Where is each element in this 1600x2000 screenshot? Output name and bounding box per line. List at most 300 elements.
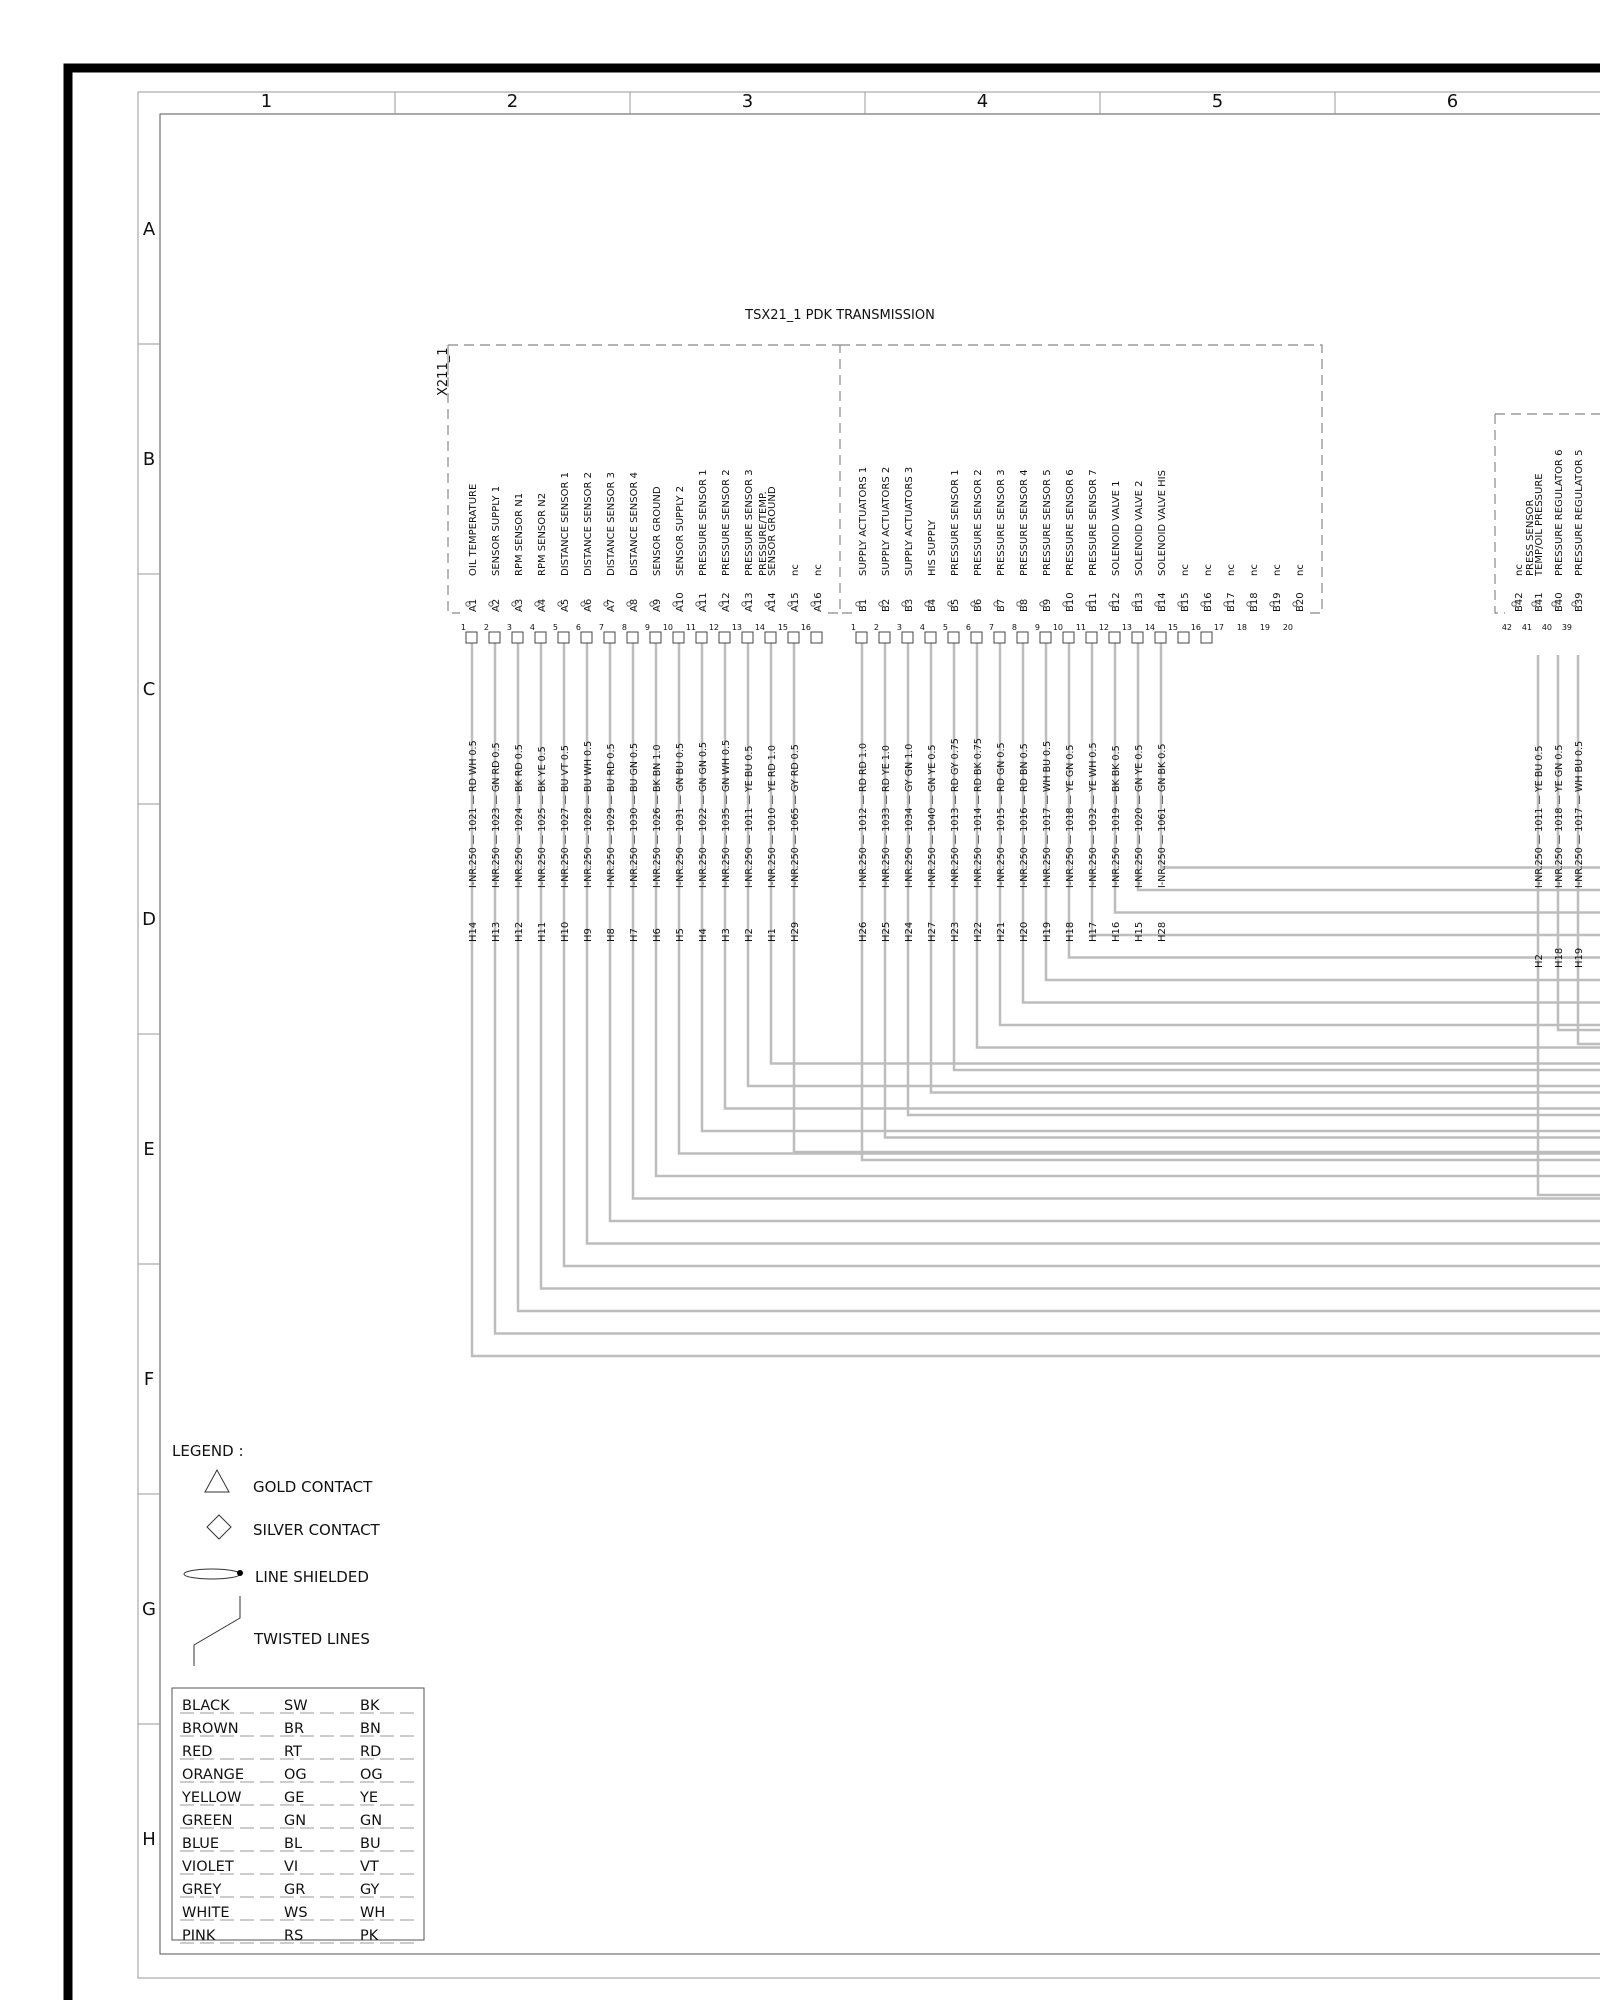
pin-id-label: A1 [468,598,479,612]
pin-id-label: A12 [721,592,732,612]
pin-number: 1 [850,623,856,632]
pin-function-label: SOLENOID VALVE 2 [1134,480,1145,576]
terminal-box [650,632,661,643]
wire-destination: H10 [560,921,571,942]
pin-number: 20 [1282,623,1293,632]
color-code-en: PK [360,1928,379,1944]
pin-id-label: B7 [996,598,1007,612]
pin-id-label: B41 [1534,592,1545,612]
color-code-en: RD [360,1744,382,1760]
wire-spec-label: I-NR.250 — 1011 — YE BU 0.5 [744,745,755,888]
drawing-frame [160,114,1600,1954]
wire-destination: H26 [858,921,869,942]
pin-function-label: PRESS SENSOR [1525,499,1536,576]
pin-number: 19 [1259,623,1270,632]
pin-function-label: PRESSURE REGULATOR 5 [1574,449,1585,576]
color-code-en: GN [360,1813,383,1829]
silver-contact-label: SILVER CONTACT [253,1521,380,1539]
terminal-box [1132,632,1143,643]
color-code-de: OG [284,1767,307,1783]
color-code-de: GR [284,1882,306,1898]
wire-trace [908,643,1600,1115]
pin-number: 4 [919,623,925,632]
wire-spec-label: I-NR.250 — 1040 — GN YE 0.5 [927,744,938,888]
pin-id-label: B10 [1065,592,1076,612]
pin-function-label: DISTANCE SENSOR 3 [606,472,617,576]
pin-function-label: PRESSURE/TEMP. [758,491,769,576]
pin-id-label: B42 [1514,592,1525,612]
color-code-rows [180,1698,416,1944]
wire-trace [472,643,1600,1356]
wire-spec-label: I-NR.250 — 1010 — YE RD 1.0 [767,745,778,888]
wire-spec-label: I-NR.250 — 1022 — GN GN 0.5 [698,741,709,888]
pin-function-label: nc [1295,564,1306,576]
terminal-box [1155,632,1166,643]
pin-number: 6 [575,623,581,632]
wire-trace [794,643,1600,1152]
wire-destination: H6 [652,928,663,942]
twisted-lines-icon [194,1596,240,1666]
grid-row-label: D [142,909,156,930]
wire-destination: H19 [1574,947,1585,968]
wire-destination: H3 [721,928,732,942]
pin-function-label: RPM SENSOR N2 [537,492,548,576]
pin-id-label: A9 [652,598,663,612]
wire-destination: H17 [1088,921,1099,942]
wire-destination: H24 [904,921,915,942]
pin-function-label: PRESSURE SENSOR 5 [1042,469,1053,576]
color-name: YELLOW [182,1790,242,1806]
pin-number: 13 [731,623,742,632]
wire-spec-label: I-NR.250 — 1065 — GY RD 0.5 [790,744,801,888]
pin-function-label: SENSOR SUPPLY 2 [675,485,686,576]
color-name: BLACK [182,1698,230,1714]
wire-spec-label: I-NR.250 — 1031 — GN BU 0.5 [675,742,686,888]
pin-function-label: SUPPLY ACTUATORS 1 [858,466,869,576]
wire-trace [1138,643,1600,890]
wire-spec-label: I-NR.250 — 1035 — GN WH 0.5 [721,739,732,888]
terminal-box [811,632,822,643]
wire-trace [1023,643,1600,1003]
shielded-line-icon [184,1569,240,1579]
terminal-box [604,632,615,643]
pin-function-label: PRESSURE SENSOR 7 [1088,469,1099,576]
pin-number: 5 [552,623,558,632]
wire-destination: H27 [927,921,938,942]
pin-function-label: PRESSURE SENSOR 1 [698,469,709,576]
pin-id-label: B9 [1042,598,1053,612]
wire-trace [771,643,1600,1064]
terminal-box [856,632,867,643]
pin-function-label: nc [1249,564,1260,576]
pin-id-label: A7 [606,598,617,612]
wire-trace [610,643,1600,1221]
pin-number: 10 [662,623,673,632]
terminal-box [742,632,753,643]
color-name: GREEN [182,1813,233,1829]
wire-trace [748,643,1600,1086]
pin-id-label: B14 [1157,592,1168,612]
grid-row-label: F [143,1369,155,1390]
pin-function-label: DISTANCE SENSOR 1 [560,472,571,576]
wire-spec-label: I-NR.250 — 1012 — RD RD 1.0 [858,743,869,888]
pin-number: 12 [708,623,719,632]
wire-spec-label: I-NR.250 — 1013 — RD GY 0.75 [950,738,961,888]
wire-trace [679,643,1600,1154]
pin-function-label: SUPPLY ACTUATORS 3 [904,466,915,576]
terminal-box [994,632,1005,643]
connector-a-housing [448,345,840,613]
color-code-de: SW [284,1698,308,1714]
pin-id-label: B39 [1574,592,1585,612]
wire-destination: H28 [1157,921,1168,942]
wire-spec-label: I-NR.250 — 1061 — GN BK 0.5 [1157,743,1168,888]
grid-col-label: 6 [1446,91,1459,112]
pin-id-label: A6 [583,598,594,612]
color-name: RED [182,1744,213,1760]
pin-function-label: RPM SENSOR N1 [514,492,525,576]
terminal-box [1017,632,1028,643]
pin-number: 11 [685,623,696,632]
pin-id-label: B6 [973,598,984,612]
pin-function-label: nc [790,564,801,576]
pin-number: 18 [1236,623,1247,632]
color-code-en: BU [360,1836,381,1852]
pin-function-label: DISTANCE SENSOR 4 [629,472,640,576]
pin-function-label: OIL TEMPERATURE [468,483,479,576]
pin-id-label: A4 [537,598,548,612]
wire-trace [564,643,1600,1266]
pin-id-label: B11 [1088,592,1099,612]
pin-function-label: nc [1272,564,1283,576]
shield-dot-icon [237,1570,243,1576]
wire-spec-label: I-NR.250 — 1034 — GY GN 1.0 [904,743,915,888]
pin-number: 11 [1075,623,1086,632]
terminal-box [512,632,523,643]
terminal-box [925,632,936,643]
wire-destination: H12 [514,921,525,942]
color-name: VIOLET [182,1859,234,1875]
terminal-box [1086,632,1097,643]
wire-spec-label: I-NR.250 — 1029 — BU RD 0.5 [606,743,617,888]
pin-function-label: HIS SUPPLY [927,519,938,576]
wire-destination: H2 [1534,954,1545,968]
pin-number: 10 [1052,623,1063,632]
pin-id-label: B40 [1554,592,1565,612]
pin-function-label: nc [1514,564,1525,576]
grid-col-label: 5 [1211,91,1224,112]
color-name: ORANGE [182,1767,245,1783]
color-code-de: BR [284,1721,305,1737]
wire-spec-label: I-NR.250 — 1025 — BK YE 0.5 [537,746,548,888]
wire-spec-label: I-NR.250 — 1016 — RD BN 0.5 [1019,743,1030,888]
wire-spec-label: I-NR.250 — 1014 — RD BK 0.75 [973,738,984,888]
terminal-box [673,632,684,643]
shielded-line-label: LINE SHIELDED [255,1568,369,1586]
color-code-de: VI [284,1859,299,1875]
wire-spec-label: I-NR.250 — 1017 — WH BU 0.5 [1042,740,1053,888]
pin-id-label: A8 [629,598,640,612]
pin-number: 40 [1541,623,1552,632]
pin-id-label: B16 [1203,592,1214,612]
pin-id-label: B13 [1134,592,1145,612]
grid-row-label: H [142,1829,156,1850]
wire-spec-label: I-NR.250 — 1020 — GN YE 0.5 [1134,744,1145,888]
pin-function-label: PRESSURE SENSOR 2 [721,469,732,576]
pin-number: 1 [460,623,466,632]
grid-col-label: 3 [741,91,754,112]
wire-spec-label: I-NR.250 — 1024 — BK RD 0.5 [514,744,525,888]
wire-spec-label: I-NR.250 — 1015 — RD GN 0.5 [996,742,1007,888]
wire-destination: H9 [583,928,594,942]
pin-id-label: B2 [881,598,892,612]
wire-destination: H1 [767,928,778,942]
wire-spec-label: I-NR.250 — 1021 — RD WH 0.5 [468,740,479,888]
pin-number: 14 [754,623,765,632]
pin-number: 3 [506,623,512,632]
grid-col-label: 4 [976,91,989,112]
wire-destination: H20 [1019,921,1030,942]
wire-destination: H19 [1042,921,1053,942]
wire-destination: H21 [996,921,1007,942]
pin-number: 6 [965,623,971,632]
gold-contact-icon [205,1470,229,1492]
color-code-en: BK [360,1698,380,1714]
wire-spec-label: I-NR.250 — 1026 — BK BN 1.0 [652,744,663,888]
pin-number: 15 [1167,623,1178,632]
pin-function-label: SOLENOID VALVE 1 [1111,480,1122,576]
terminal-box [696,632,707,643]
color-code-de: RT [284,1744,302,1760]
pin-id-label: A14 [767,592,778,612]
wire-spec-label: I-NR.250 — 1032 — YE WH 0.5 [1088,742,1099,888]
diagram-title: TSX21_1 PDK TRANSMISSION [745,308,935,323]
wire-destination: H13 [491,921,502,942]
pin-id-label: B4 [927,598,938,612]
terminal-box [1201,632,1212,643]
pin-id-label: B12 [1111,592,1122,612]
wire-destination: H7 [629,928,640,942]
terminal-box [581,632,592,643]
pin-number: 7 [598,623,604,632]
wire-trace [1115,643,1600,913]
terminal-box [627,632,638,643]
wire-spec-label: I-NR.250 — 1018 — YE GN 0.5 [1065,744,1076,888]
pin-number: 41 [1521,623,1532,632]
pin-function-label: nc [813,564,824,576]
wire-destination: H14 [468,921,479,942]
color-name: BROWN [182,1721,239,1737]
pin-number: 5 [942,623,948,632]
pin-number: 12 [1098,623,1109,632]
legend-title: LEGEND : [172,1442,244,1460]
pin-function-label: SUPPLY ACTUATORS 2 [881,466,892,576]
terminal-box [879,632,890,643]
wire-spec-label: I-NR.250 — 1023 — GN RD 0.5 [491,742,502,888]
grid-row-label: G [142,1599,156,1620]
terminal-box [489,632,500,643]
wire-spec-label: I-NR.250 — 1018 — YE GN 0.5 [1554,744,1565,888]
pin-number: 2 [483,623,489,632]
wire-spec-label: I-NR.250 — 1017 — WH BU 0.5 [1574,740,1585,888]
color-code-en: WH [360,1905,386,1921]
pin-number: 42 [1501,623,1512,632]
terminal-box [948,632,959,643]
pin-function-label: TEMP/OIL PRESSURE [1534,473,1545,576]
wire-destination: H22 [973,921,984,942]
terminal-box [719,632,730,643]
zone-frame [138,92,1600,1978]
pin-function-label: DISTANCE SENSOR 2 [583,472,594,576]
pin-function-label: PRESSURE SENSOR 3 [996,469,1007,576]
terminal-box [788,632,799,643]
pin-id-label: B18 [1249,592,1260,612]
silver-contact-icon [207,1515,231,1539]
pin-number: 13 [1121,623,1132,632]
pin-id-label: A13 [744,592,755,612]
gold-contact-label: GOLD CONTACT [253,1478,373,1496]
pin-number: 17 [1213,623,1224,632]
terminal-box [535,632,546,643]
pin-function-label: PRESSURE SENSOR 4 [1019,469,1030,576]
terminal-box [558,632,569,643]
pin-number: 39 [1561,623,1572,632]
legend [172,1442,424,1944]
pin-id-label: B3 [904,598,915,612]
terminal-box [765,632,776,643]
pin-number: 15 [777,623,788,632]
wire-spec-label: I-NR.250 — 1030 — BU GN 0.5 [629,742,640,888]
color-code-de: WS [284,1905,308,1921]
pin-number: 8 [1011,623,1017,632]
pin-function-label: nc [1226,564,1237,576]
wire-destination: H8 [606,928,617,942]
pin-id-label: B5 [950,598,961,612]
pin-number: 14 [1144,623,1155,632]
color-code-en: VT [360,1859,379,1875]
wire-trace [1069,643,1600,958]
wire-destination: H18 [1554,947,1565,968]
pin-function-label: nc [1180,564,1191,576]
color-code-de: RS [284,1928,304,1944]
grid-row-label: C [142,679,156,700]
wire-destination: H15 [1134,921,1145,942]
pin-number: 16 [800,623,811,632]
color-name: BLUE [182,1836,220,1852]
wire-trace [1046,643,1600,980]
wire-destination: H16 [1111,921,1122,942]
pin-id-label: B19 [1272,592,1283,612]
pin-number: 2 [873,623,879,632]
wire-destination: H23 [950,921,961,942]
wire-destination: H4 [698,928,709,942]
twisted-lines-label: TWISTED LINES [254,1630,370,1648]
pin-number: 16 [1190,623,1201,632]
pin-id-label: A10 [675,592,686,612]
pin-id-label: B20 [1295,592,1306,612]
color-name: PINK [182,1928,216,1944]
pin-function-label: PRESSURE REGULATOR 6 [1554,449,1565,576]
pin-id-label: B1 [858,598,869,612]
pin-function-label: PRESSURE SENSOR 6 [1065,469,1076,576]
pin-number: 8 [621,623,627,632]
grid-col-label: 1 [260,91,273,112]
terminal-box [902,632,913,643]
grid-col-label: 2 [506,91,519,112]
connector-id: X211_1 [436,347,451,396]
wire-harness [472,643,1600,1356]
pin-function-label: SOLENOID VALVE HIS [1157,470,1168,576]
color-name: GREY [182,1882,222,1898]
pin-function-label: SENSOR SUPPLY 1 [491,485,502,576]
wire-destination: H11 [537,921,548,942]
pin-id-label: B17 [1226,592,1237,612]
pin-function-label: PRESSURE SENSOR 3 [744,469,755,576]
pin-number: 3 [896,623,902,632]
color-code-de: GN [284,1813,307,1829]
wire-spec-label: I-NR.250 — 1011 — YE BU 0.5 [1534,745,1545,888]
pin-number: 9 [644,623,650,632]
wire-spec-label: I-NR.250 — 1033 — RD YE 1.0 [881,745,892,888]
terminal-box [1178,632,1189,643]
color-code-de: BL [284,1836,303,1852]
wire-spec-label: I-NR.250 — 1019 — BK BK 0.5 [1111,745,1122,888]
wire-trace [656,643,1600,1176]
pin-number: 7 [988,623,994,632]
grid-markers [138,91,1458,1850]
terminal-box [1063,632,1074,643]
pin-function-label: SENSOR GROUND [652,486,663,576]
pin-id-label: A16 [813,592,824,612]
terminal-box [971,632,982,643]
color-code-en: GY [360,1882,380,1898]
color-code-en: YE [360,1790,379,1806]
wire-trace [862,643,1600,1160]
terminal-box [466,632,477,643]
terminal-box [1109,632,1120,643]
pin-function-label: PRESSURE SENSOR 2 [973,469,984,576]
terminal-box [1040,632,1051,643]
wire-trace [541,643,1600,1289]
pin-id-label: A11 [698,592,709,612]
wire-destination: H5 [675,928,686,942]
color-code-de: GE [284,1790,305,1806]
wire-spec-label: I-NR.250 — 1028 — BU WH 0.5 [583,740,594,888]
grid-row-label: A [142,219,156,240]
wire-destination: H2 [744,928,755,942]
pin-number: 4 [529,623,535,632]
pin-id-label: A5 [560,598,571,612]
wire-destination: H29 [790,921,801,942]
grid-row-label: E [143,1139,155,1160]
pin-id-label: B15 [1180,592,1191,612]
pin-id-label: A3 [514,598,525,612]
pin-id-label: A15 [790,592,801,612]
color-code-en: OG [360,1767,383,1783]
color-code-en: BN [360,1721,381,1737]
wire-destination: H18 [1065,921,1076,942]
wire-trace [702,643,1600,1131]
pin-function-label: nc [1203,564,1214,576]
wire-spec-label: I-NR.250 — 1027 — BU VT 0.5 [560,745,571,888]
pin-id-label: A2 [491,598,502,612]
color-name: WHITE [182,1905,230,1921]
pin-number: 9 [1034,623,1040,632]
pin-id-label: B8 [1019,598,1030,612]
wire-destination: H25 [881,921,892,942]
grid-row-label: B [142,449,156,470]
pin-function-label: SENSOR GROUND [767,486,778,576]
